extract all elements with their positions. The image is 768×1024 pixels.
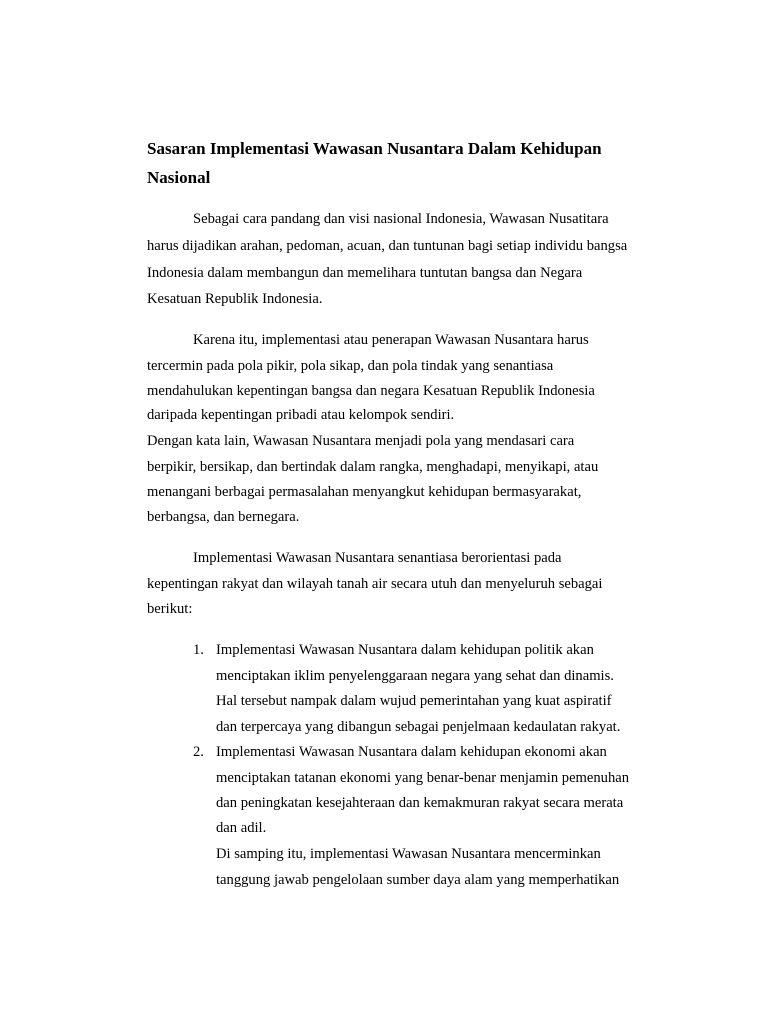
paragraph-1-line-2: harus dijadikan arahan, pedoman, acuan, dan tuntunan bagi setiap individu bangsa	[147, 238, 628, 254]
paragraph-2-line-2: tercermin pada pola pikir, pola sikap, dan pola tindak yang senantiasa	[147, 358, 554, 374]
list-item-2-line-3: dan peningkatan kesejahteraan dan kemakmuran rakyat secara merata	[216, 795, 624, 811]
paragraph-3-line-2: berpikir, bersikap, dan bertindak dalam rangka, menghadapi, menyikapi, atau	[147, 459, 599, 475]
paragraph-1-line-3: Indonesia dalam membangun dan memelihara tuntutan bangsa dan Negara	[147, 265, 583, 281]
paragraph-3-line-4: berbangsa, dan bernegara.	[147, 509, 300, 525]
paragraph-2-line-1: Karena itu, implementasi atau penerapan Wawasan Nusantara harus	[193, 332, 589, 348]
paragraph-3-line-1: Dengan kata lain, Wawasan Nusantara menjadi pola yang mendasari cara	[147, 433, 575, 449]
paragraph-4-line-3: berikut:	[147, 601, 193, 617]
document-title: Sasaran Implementasi Wawasan Nusantara Dalam Kehidupan Nasional	[147, 139, 602, 187]
list-item-1-line-3: Hal tersebut nampak dalam wujud pemerintahan yang kuat aspiratif	[216, 693, 612, 709]
paragraph-2-line-4: daripada kepentingan pribadi atau kelompok sendiri.	[147, 407, 455, 423]
list-item-2-line-5: Di samping itu, implementasi Wawasan Nusantara mencerminkan	[216, 846, 601, 862]
paragraph-1-line-1: Sebagai cara pandang dan visi nasional Indonesia, Wawasan Nusatitara	[193, 211, 609, 227]
list-item-2-number: 2.	[193, 744, 204, 760]
paragraph-4-line-2: kepentingan rakyat dan wilayah tanah air secara utuh dan menyeluruh sebagai	[147, 576, 603, 592]
list-item-2-line-2: menciptakan tatanan ekonomi yang benar-benar menjamin pemenuhan	[216, 770, 630, 786]
list-item-2-line-1: Implementasi Wawasan Nusantara dalam kehidupan ekonomi akan	[216, 744, 607, 760]
list-item-1-line-2: menciptakan iklim penyelenggaraan negara yang sehat dan dinamis.	[216, 668, 614, 684]
list-item-1-number: 1.	[193, 642, 204, 658]
paragraph-2-line-3: mendahulukan kepentingan bangsa dan negara Kesatuan Republik Indonesia	[147, 383, 595, 399]
list-item-2-line-4: dan adil.	[216, 820, 267, 836]
list-item-1-line-4: dan terpercaya yang dibangun sebagai penjelmaan kedaulatan rakyat.	[216, 719, 621, 735]
paragraph-4-line-1: Implementasi Wawasan Nusantara senantiasa berorientasi pada	[193, 550, 562, 566]
paragraph-1-line-4: Kesatuan Republik Indonesia.	[147, 291, 323, 307]
list-item-2-line-6: tanggung jawab pengelolaan sumber daya alam yang memperhatikan	[216, 872, 620, 888]
paragraph-3-line-3: menangani berbagai permasalahan menyangkut kehidupan bermasyarakat,	[147, 484, 582, 500]
list-item-1-line-1: Implementasi Wawasan Nusantara dalam kehidupan politik akan	[216, 642, 594, 658]
